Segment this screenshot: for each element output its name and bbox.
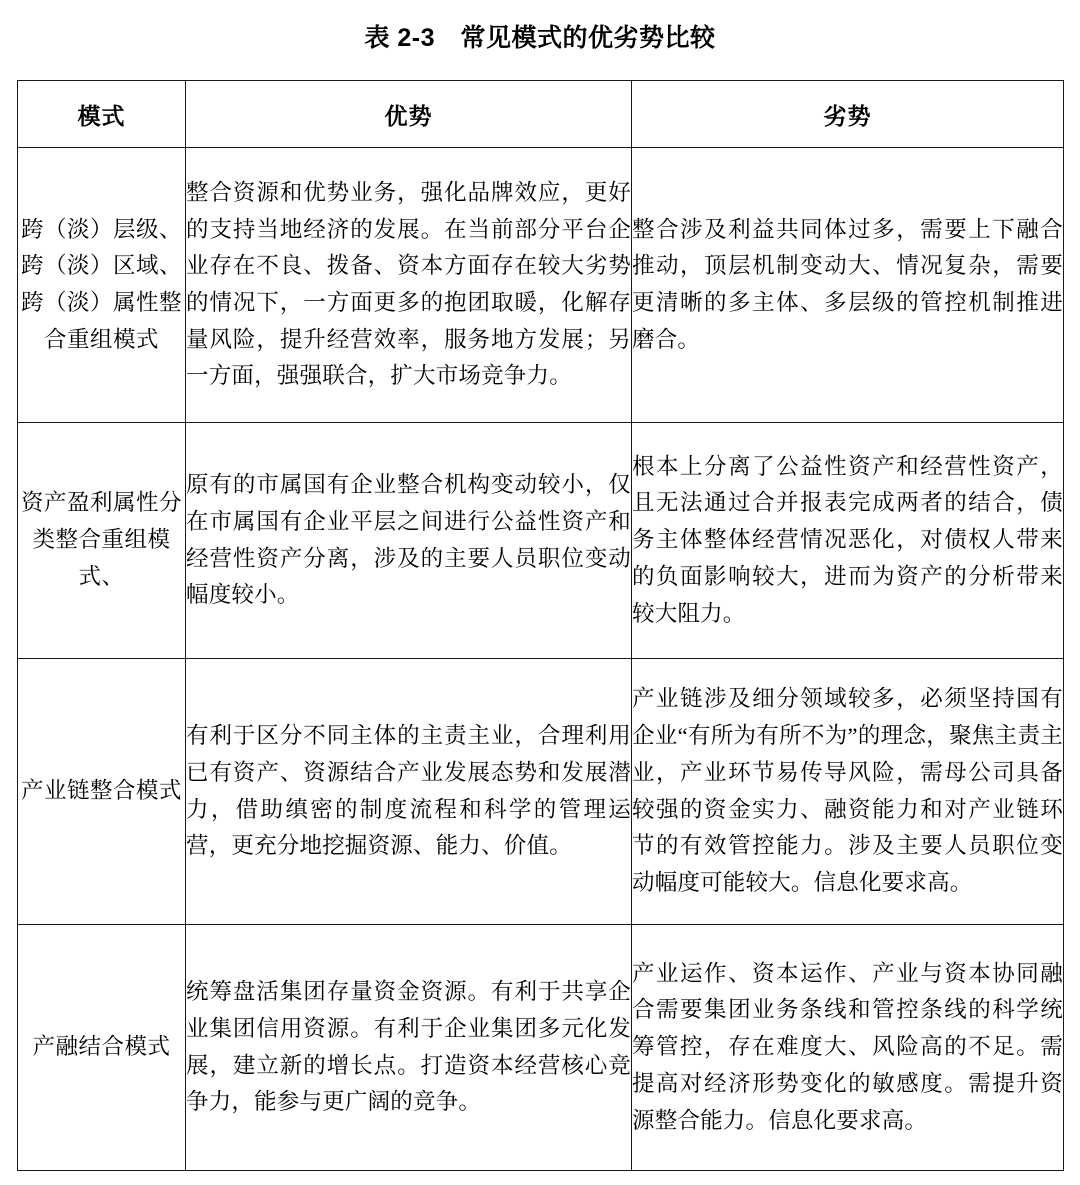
cell-disadvantage: 根本上分离了公益性资产和经营性资产，且无法通过合并报表完成两者的结合，债务主体整体经营情况恶化，对债权人带来的负面影响较大，进而为资产的分析带来较大阻力。	[632, 423, 1064, 659]
cell-disadvantage: 产业链涉及细分领域较多，必须坚持国有企业“有所为有所不为”的理念，聚焦主责主业，产业环节易传导风险，需母公司具备较强的资金实力、融资能力和对产业链环节的有效管控能力。涉及主要人员职位变动幅度可能较大。信息化要求高。	[632, 659, 1064, 925]
cell-mode: 跨（淡）层级、跨（淡）区域、跨（淡）属性整合重组模式	[18, 148, 186, 423]
table-row	[18, 659, 1064, 925]
column-header-disadvantage: 劣势	[632, 81, 1064, 148]
table-row	[18, 423, 1064, 659]
table-caption: 表 2-3 常见模式的优劣势比较	[364, 24, 716, 52]
column-header-advantage: 优势	[186, 81, 632, 148]
cell-mode: 资产盈利属性分类整合重组模式、	[18, 423, 186, 659]
cell-advantage: 整合资源和优势业务，强化品牌效应，更好的支持当地经济的发展。在当前部分平台企业存在不良、拨备、资本方面存在较大劣势的情况下，一方面更多的抱团取暖，化解存量风险，提升经营效率，服务地方发展；另一方面，强强联合，扩大市场竞争力。	[186, 148, 632, 423]
cell-mode: 产融结合模式	[18, 925, 186, 1171]
table-row	[18, 925, 1064, 1171]
cell-disadvantage: 产业运作、资本运作、产业与资本协同融合需要集团业务条线和管控条线的科学统筹管控，存在难度大、风险高的不足。需提高对经济形势变化的敏感度。需提升资源整合能力。信息化要求高。	[632, 925, 1064, 1171]
table-header-row	[18, 81, 1064, 148]
cell-disadvantage: 整合涉及利益共同体过多，需要上下融合推动，顶层机制变动大、情况复杂，需要更清晰的多主体、多层级的管控机制推进磨合。	[632, 148, 1064, 423]
cell-advantage: 统筹盘活集团存量资金资源。有利于共享企业集团信用资源。有利于企业集团多元化发展，建立新的增长点。打造资本经营核心竞争力，能参与更广阔的竞争。	[186, 925, 632, 1171]
cell-advantage: 有利于区分不同主体的主责主业，合理利用已有资产、资源结合产业发展态势和发展潜力，借助缜密的制度流程和科学的管理运营，更充分地挖掘资源、能力、价值。	[186, 659, 632, 925]
cell-mode: 产业链整合模式	[18, 659, 186, 925]
column-header-mode: 模式	[18, 81, 186, 148]
cell-advantage: 原有的市属国有企业整合机构变动较小，仅在市属国有企业平层之间进行公益性资产和经营性资产分离，涉及的主要人员职位变动幅度较小。	[186, 423, 632, 659]
table-row	[18, 148, 1064, 423]
comparison-table	[17, 80, 1064, 1171]
